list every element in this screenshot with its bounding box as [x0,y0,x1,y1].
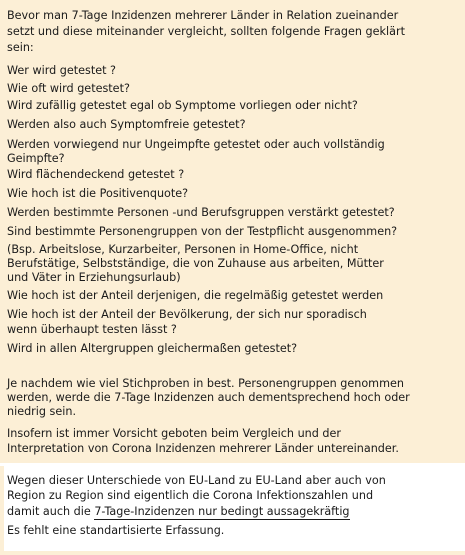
question-who-tested: Wer wird getestet ? [7,64,116,77]
examples-line-3: und Väter in Erziehungsurlaub) [7,271,181,284]
conclusion-line-4: Es fehlt eine standartisierte Erfassung. [7,524,225,537]
underlined-statement: 7-Tage-Inzidenzen nur bedingt aussagekräftig [94,505,350,518]
question-exempt-groups: Sind bestimmte Personengruppen von der Testpflicht ausgenommen? [7,225,398,238]
paragraph-sampling-line-2: werden, werde die 7-Tage Inzidenzen auch dementsprechend hoch oder [7,391,410,404]
intro-line-3: sein: [7,41,34,54]
question-symptom-free: Werden also auch Symptomfreie getestet? [7,118,246,131]
question-regular-share: Wie hoch ist der Anteil derjenigen, die regelmäßig getestet werden [7,289,384,302]
paragraph-sampling-line-3: niedrig sein. [7,405,77,418]
conclusion-line-3-prefix: damit auch die [7,505,95,518]
question-area-wide: Wird flächendeckend getestet ? [7,168,185,181]
question-age-groups: Wird in allen Altergruppen gleichermaßen getestet? [7,342,298,355]
question-how-often: Wie oft wird getestet? [7,82,130,95]
question-sporadic-share-cont: wenn überhaupt testen lässt ? [7,323,177,336]
question-random-testing: Wird zufällig getestet egal ob Symptome vorliegen oder nicht? [7,99,358,112]
question-sporadic-share: Wie hoch ist der Anteil der Bevölkerung, der sich nur sporadisch [7,308,367,321]
conclusion-line-3 [7,504,350,520]
examples-line-2: Berufstätige, Selbstständige, die von Zuhause aus arbeiten, Mütter [7,257,384,270]
conclusion-line-1: Wegen dieser Unterschiede von EU-Land zu EU-Land aber auch von [7,474,386,487]
intro-line-1: Bevor man 7-Tage Inzidenzen mehrerer Länder in Relation zueinander [7,9,399,22]
question-positivity-rate: Wie hoch ist die Positivenquote? [7,187,189,200]
question-targeted-groups: Werden bestimmte Personen -und Berufsgruppen verstärkt getestet? [7,206,395,219]
examples-line-1: (Bsp. Arbeitslose, Kurzarbeiter, Personen in Home-Office, nicht [7,243,359,256]
question-vaccination-status: Werden vorwiegend nur Ungeimpfte getestet oder auch vollständig [7,138,385,151]
question-vaccination-status-cont: Geimpfte? [7,152,65,165]
paragraph-caution-line-2: Interpretation von Corona Inzidenzen mehrerer Länder untereinander. [7,442,399,455]
intro-line-2: setzt und diese miteinander vergleicht, sollten folgende Fragen geklärt [7,25,405,38]
conclusion-line-2: Region zu Region sind eigentlich die Corona Infektionszahlen und [7,489,374,502]
paragraph-caution-line-1: Insofern ist immer Vorsicht geboten beim Vergleich und der [7,427,341,440]
paragraph-sampling-line-1: Je nachdem wie viel Stichproben in best. Personengruppen genommen [7,377,404,390]
conclusion-box [0,466,465,555]
